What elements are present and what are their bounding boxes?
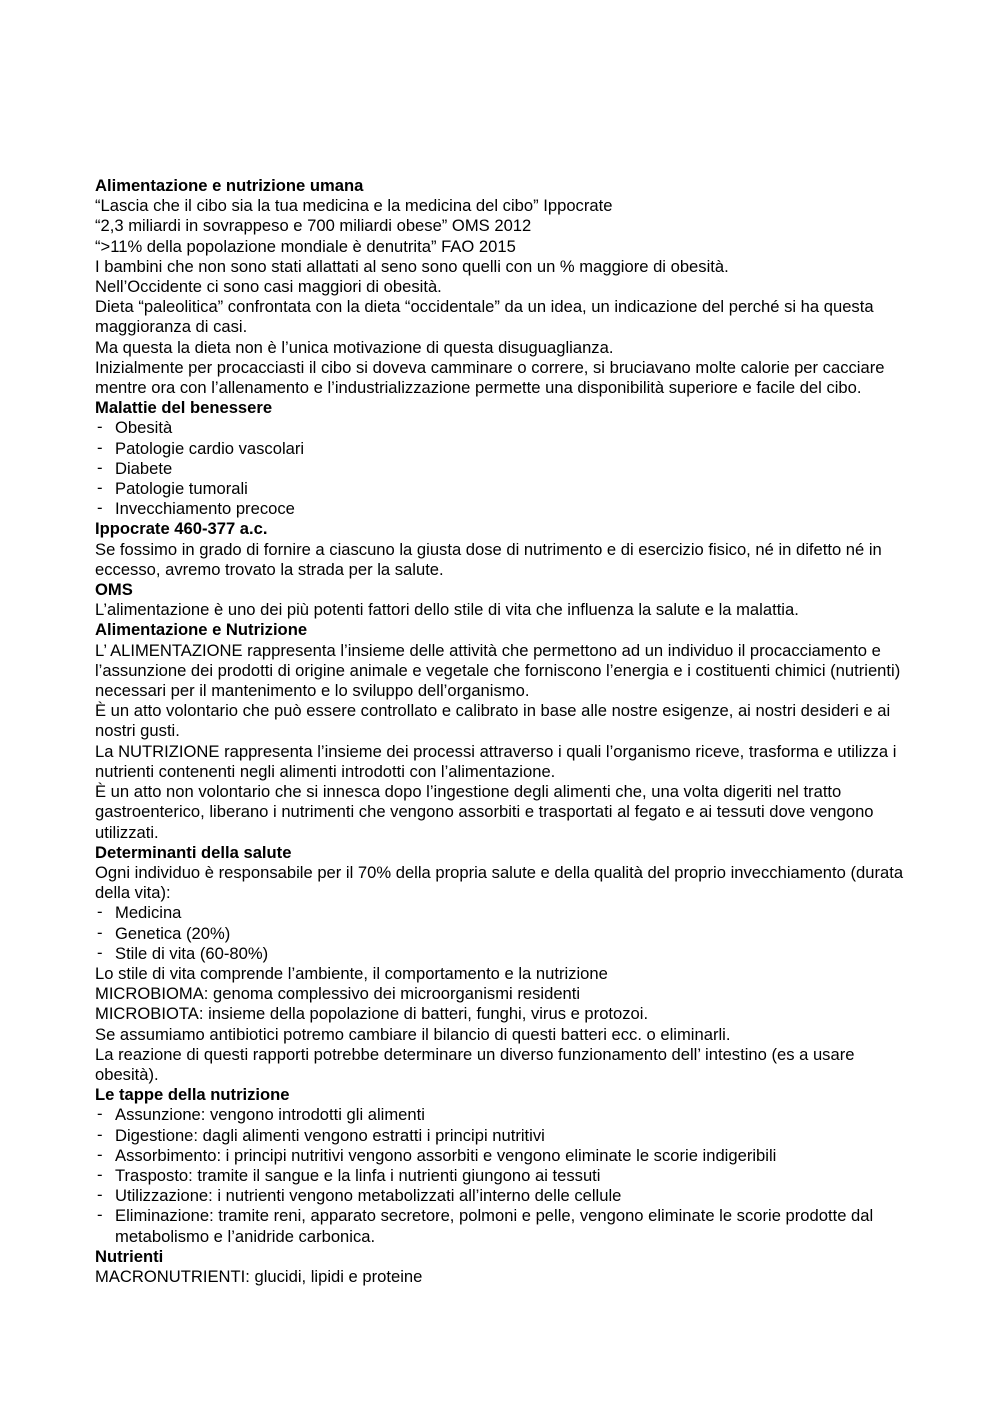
list-item: - Invecchiamento precoce: [95, 499, 915, 519]
paragraph: Nell’Occidente ci sono casi maggiori di obesità.: [95, 277, 442, 297]
paragraph: L’alimentazione è uno dei più potenti fattori dello stile di vita che influenza la salute e la malattia.: [95, 600, 799, 620]
paragraph: Ma questa la dieta non è l’unica motivazione di questa disuguaglianza.: [95, 337, 614, 357]
paragraph: Inizialmente per procacciasti il cibo si doveva camminare o correre, si bruciavano molte calorie per cacciare mentre ora con l’allenamento e l’industrializzazione permette una disponibilità superiore e facile del cibo.: [95, 357, 885, 398]
paragraph: È un atto non volontario che si innesca dopo l’ingestione degli alimenti che, una volta digeriti nel tratto gastroenterico, liberano i nutrimenti che vengono assorbiti e trasportati al fegato e ai tessuti dove vengono utilizzati.: [95, 782, 874, 842]
list-item: - Diabete: [95, 459, 915, 479]
paragraph: Se assumiamo antibiotici potremo cambiare il bilancio di questi batteri ecc. o eliminarli.: [95, 1024, 731, 1044]
paragraph: Dieta “paleolitica” confrontata con la dieta “occidentale” da un idea, un indicazione del perché si ha questa maggioranza di casi.: [95, 297, 874, 337]
quote: “2,3 miliardi in sovrappeso e 700 miliardi obese” OMS 2012: [95, 216, 532, 236]
quote: “>11% della popolazione mondiale è denutrita” FAO 2015: [95, 236, 516, 256]
section-heading: Le tappe della nutrizione: [95, 1085, 290, 1105]
list-item: - Assorbimento: i principi nutritivi vengono assorbiti e vengono eliminate le scorie indigeribili: [95, 1146, 915, 1166]
list-item: - Obesità: [95, 418, 915, 438]
section-heading: Nutrienti: [95, 1246, 164, 1266]
bullet-list: [95, 1105, 915, 1246]
paragraph: Ogni individuo è responsabile per il 70% della propria salute e della qualità del proprio invecchiamento (durata della vita):: [95, 862, 904, 903]
section-heading: OMS: [95, 580, 133, 600]
list-item: - Patologie cardio vascolari: [95, 439, 915, 459]
paragraph: I bambini che non sono stati allattati al seno sono quelli con un % maggiore di obesità.: [95, 256, 729, 276]
paragraph: MICROBIOMA: genoma complessivo dei microorganismi residenti: [95, 984, 581, 1004]
bullet-list: [95, 418, 915, 519]
list-item: - Medicina: [95, 903, 915, 923]
list-item: - Stile di vita (60-80%): [95, 944, 915, 964]
list-item: - Trasposto: tramite il sangue e la linfa i nutrienti giungono ai tessuti: [95, 1166, 915, 1186]
list-item: - Assunzione: vengono introdotti gli alimenti: [95, 1105, 915, 1125]
list-item: - Patologie tumorali: [95, 479, 915, 499]
paragraph: L’ ALIMENTAZIONE rappresenta l’insieme delle attività che permettono ad un individuo il procacciamento e l’assunzione dei prodotti di origine animale e vegetale che forniscono l’energia e i costituenti chimici (nutrienti) necessari per il mantenimento e lo sviluppo dell’organismo.: [95, 640, 901, 701]
document-page: [95, 176, 915, 1287]
paragraph: La NUTRIZIONE rappresenta l’insieme dei processi attraverso i quali l’organismo riceve, trasforma e utilizza i nutrienti contenenti negli alimenti introdotti con l’alimentazione.: [95, 741, 897, 781]
list-item: - Genetica (20%): [95, 924, 915, 944]
section-heading: Malattie del benessere: [95, 398, 273, 418]
quote: “Lascia che il cibo sia la tua medicina e la medicina del cibo” Ippocrate: [95, 196, 613, 216]
paragraph: Lo stile di vita comprende l’ambiente, il comportamento e la nutrizione: [95, 963, 608, 983]
paragraph: Se fossimo in grado di fornire a ciascuno la giusta dose di nutrimento e di esercizio fisico, né in difetto né in eccesso, avremo trovato la strada per la salute.: [95, 539, 882, 579]
paragraph: MICROBIOTA: insieme della popolazione di batteri, funghi, virus e protozoi.: [95, 1004, 649, 1024]
paragraph: La reazione di questi rapporti potrebbe determinare un diverso funzionamento dell’ intestino (es a usare obesità).: [95, 1044, 855, 1084]
section-heading: Alimentazione e Nutrizione: [95, 620, 308, 640]
bullet-list: [95, 903, 915, 964]
paragraph: È un atto volontario che può essere controllato e calibrato in base alle nostre esigenze, ai nostri desideri e ai nostri gusti.: [95, 701, 891, 741]
section-heading: Determinanti della salute: [95, 842, 292, 862]
list-item: - Utilizzazione: i nutrienti vengono metabolizzati all’interno delle cellule: [95, 1186, 915, 1206]
section-heading: Ippocrate 460-377 a.c.: [95, 519, 268, 539]
list-item: - Eliminazione: tramite reni, apparato secretore, polmoni e pelle, vengono eliminate le scorie prodotte dal metabolismo e l’anidride carbonica.: [95, 1206, 915, 1246]
paragraph: MACRONUTRIENTI: glucidi, lipidi e proteine: [95, 1266, 423, 1286]
list-item: - Digestione: dagli alimenti vengono estratti i principi nutritivi: [95, 1126, 915, 1146]
section-heading: Alimentazione e nutrizione umana: [95, 176, 364, 195]
